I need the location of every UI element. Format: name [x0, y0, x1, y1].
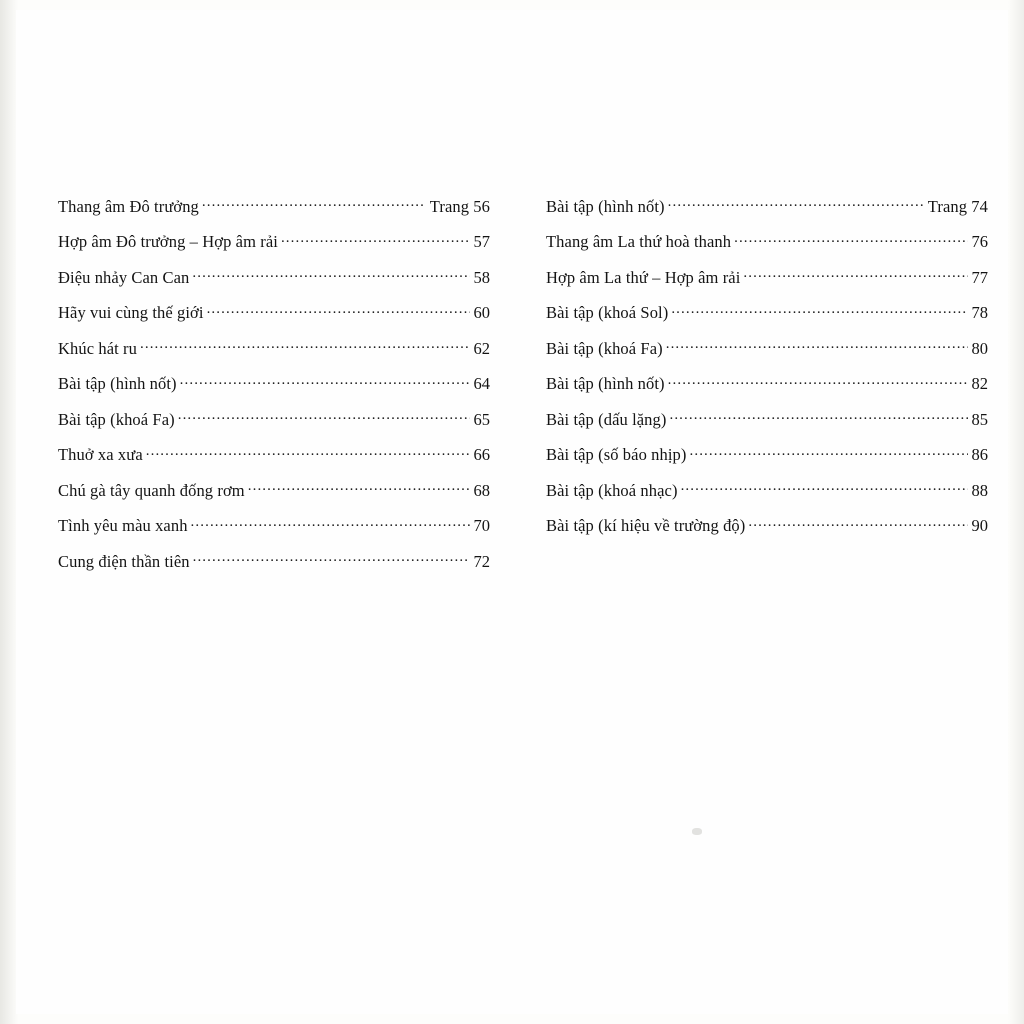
toc-leader-dots [748, 515, 967, 532]
toc-leader-dots [180, 373, 470, 390]
toc-entry [546, 231, 988, 251]
toc-entry-page: 76 [971, 232, 988, 251]
toc-entry-title: Bài tập (số báo nhịp) [546, 445, 687, 464]
toc-entry [58, 515, 490, 535]
toc-entry [58, 195, 490, 215]
toc-entry-title: Bài tập (hình nốt) [58, 374, 177, 393]
toc-leader-dots [193, 550, 470, 567]
toc-entry-page: Trang 74 [927, 196, 988, 216]
toc-entry [546, 302, 988, 322]
toc-entry-title: Bài tập (kí hiệu về trường độ) [546, 516, 746, 535]
toc-entry-page: Trang 56 [429, 196, 490, 216]
toc-entry-title: Thuở xa xưa [58, 445, 143, 464]
toc-entry-page: 65 [473, 409, 490, 429]
toc-entry-page: 58 [473, 267, 490, 287]
toc-entry [58, 302, 490, 322]
toc-leader-dots [671, 302, 967, 319]
toc-entry-page: 78 [971, 303, 988, 322]
toc-entry-page: 82 [971, 374, 988, 393]
toc-entry-page: 80 [971, 338, 988, 358]
toc-entry-page: 88 [971, 480, 988, 500]
toc-entry-title: Tình yêu màu xanh [58, 516, 188, 535]
toc-leader-dots [281, 231, 470, 248]
toc-entry-page: 62 [473, 338, 490, 358]
toc-entry-title: Bài tập (khoá Fa) [58, 409, 175, 429]
toc-entry-title: Thang âm La thứ hoà thanh [546, 232, 732, 251]
toc-entry-title: Bài tập (dấu lặng) [546, 409, 667, 429]
toc-entry [546, 337, 988, 357]
toc-leader-dots [192, 266, 469, 283]
toc-entry-title: Chú gà tây quanh đống rơm [58, 480, 245, 500]
toc-entry [546, 373, 988, 393]
toc-entry-title: Bài tập (khoá nhạc) [546, 480, 678, 500]
toc-entry [546, 515, 988, 535]
toc-entry-title: Bài tập (hình nốt) [546, 374, 665, 393]
toc-entry [546, 479, 988, 499]
toc-entry-page: 72 [473, 551, 490, 571]
toc-column-right [546, 195, 988, 550]
toc-entry-title: Thang âm Đô trưởng [58, 196, 199, 216]
toc-entry-title: Hợp âm La thứ – Hợp âm rải [546, 267, 741, 287]
toc-leader-dots [202, 195, 426, 212]
toc-entry-page: 57 [473, 232, 490, 251]
toc-entry [546, 195, 988, 215]
toc-columns [16, 10, 1008, 1014]
toc-entry-title: Bài tập (hình nốt) [546, 196, 665, 216]
toc-entry [58, 479, 490, 499]
toc-entry-page: 66 [473, 445, 490, 464]
toc-entry [546, 444, 988, 464]
toc-entry-page: 70 [473, 516, 490, 535]
toc-leader-dots [743, 266, 967, 283]
toc-leader-dots [668, 195, 924, 212]
paper-blemish [692, 828, 702, 835]
toc-entry [546, 408, 988, 428]
toc-leader-dots [140, 337, 470, 354]
toc-entry [58, 444, 490, 464]
toc-column-left [58, 195, 490, 586]
toc-entry-page: 77 [971, 267, 988, 287]
toc-entry-page: 64 [473, 374, 490, 393]
toc-entry [58, 408, 490, 428]
page-sheet [16, 10, 1008, 1014]
toc-leader-dots [669, 408, 967, 425]
toc-entry-title: Cung điện thần tiên [58, 551, 190, 571]
toc-entry-page: 68 [473, 480, 490, 500]
toc-entry-title: Hãy vui cùng thế giới [58, 303, 204, 322]
toc-entry-title: Bài tập (khoá Sol) [546, 303, 669, 322]
toc-entry-title: Hợp âm Đô trưởng – Hợp âm rải [58, 232, 278, 251]
toc-entry [58, 373, 490, 393]
toc-entry-page: 86 [971, 445, 988, 464]
toc-leader-dots [207, 302, 470, 319]
toc-entry-page: 90 [971, 516, 988, 535]
toc-leader-dots [178, 408, 470, 425]
toc-leader-dots [681, 479, 968, 496]
toc-leader-dots [734, 231, 967, 248]
toc-leader-dots [146, 444, 470, 461]
toc-entry-title: Khúc hát ru [58, 338, 137, 358]
toc-entry-page: 85 [971, 409, 988, 429]
toc-leader-dots [668, 373, 968, 390]
toc-leader-dots [690, 444, 968, 461]
toc-leader-dots [191, 515, 470, 532]
toc-entry [58, 231, 490, 251]
toc-leader-dots [248, 479, 470, 496]
toc-entry-title: Bài tập (khoá Fa) [546, 338, 663, 358]
toc-entry-title: Điệu nhảy Can Can [58, 267, 190, 287]
toc-entry [58, 337, 490, 357]
toc-leader-dots [666, 337, 968, 354]
toc-entry [58, 266, 490, 286]
toc-entry [58, 550, 490, 570]
toc-entry [546, 266, 988, 286]
toc-entry-page: 60 [473, 303, 490, 322]
